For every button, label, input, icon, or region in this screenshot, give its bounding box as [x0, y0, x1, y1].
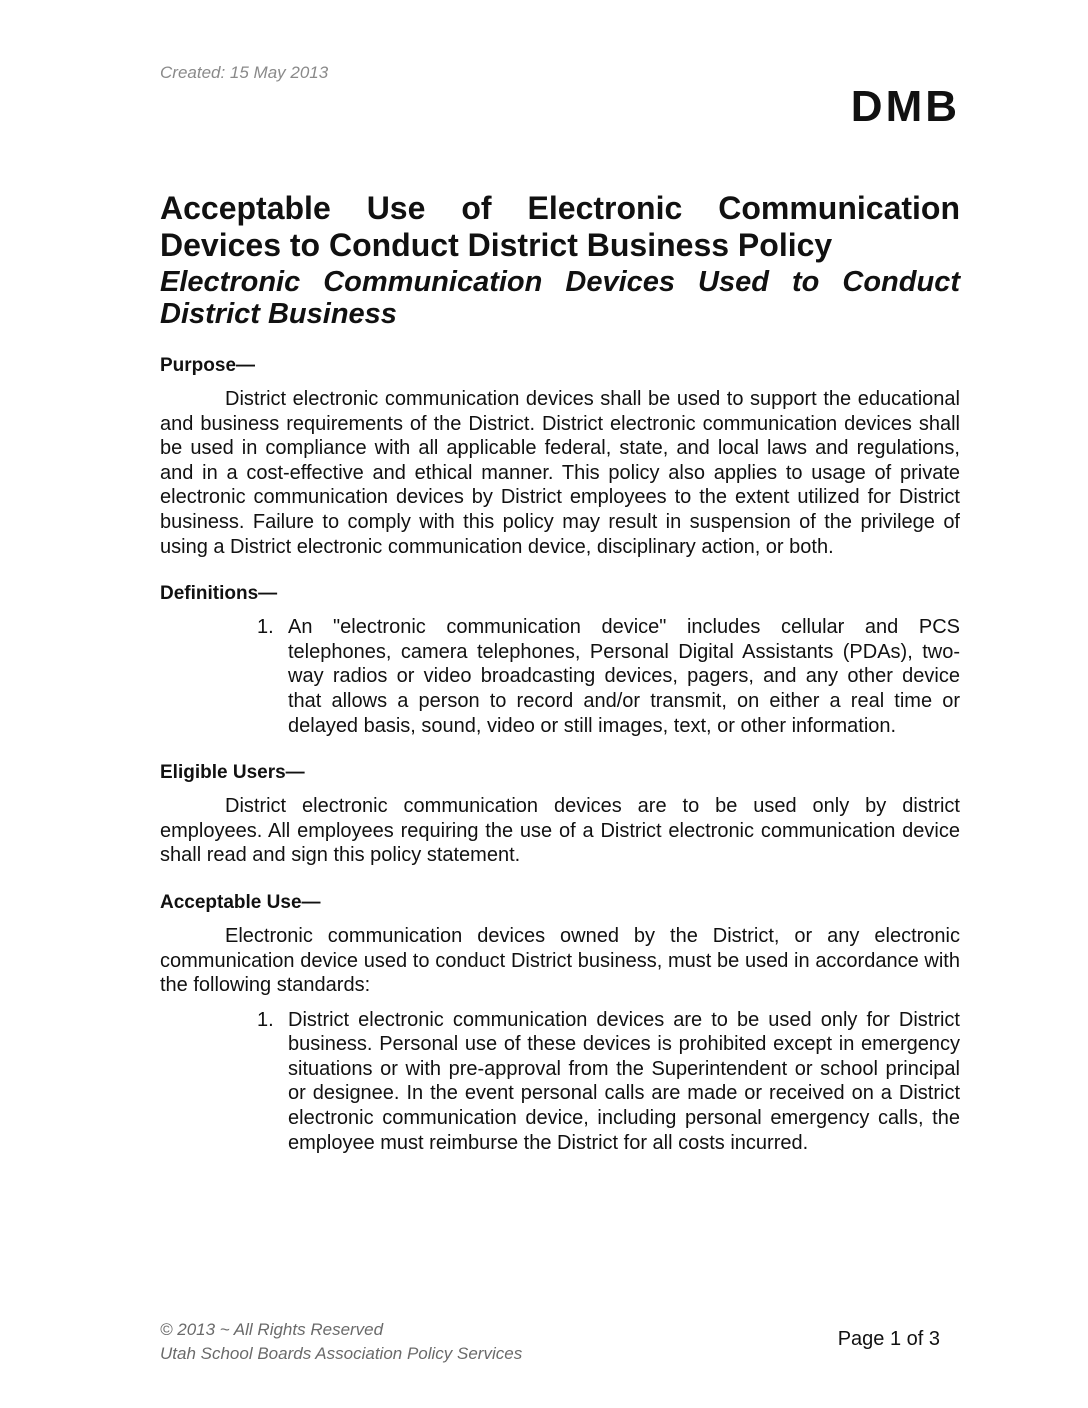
footer-credits — [160, 1318, 522, 1366]
publisher-name: Utah School Boards Association Policy Services — [160, 1344, 523, 1363]
list-item — [160, 615, 960, 738]
list-text: District electronic communication devices are to be used only for District business. Personal use of these devices is prohibited except in emergency situations or with pre-approval from the Superintendent or school principal or designee. In the event personal calls are made or received on a District electronic communication device, including personal emergency calls, the employee must reimburse the District for all costs incurred. — [288, 1008, 960, 1154]
created-date: Created: 15 May 2013 — [160, 63, 329, 82]
copyright-notice: © 2013 ~ All Rights Reserved — [160, 1320, 384, 1339]
section-eligible-users — [160, 762, 960, 868]
section-paragraph: Electronic communication devices owned by the District, or any electronic communication device used to conduct District business, must be used in accordance with the following standards: — [160, 924, 960, 997]
section-paragraph: District electronic communication devices are to be used only by district employees. All employees requiring the use of a District electronic communication device shall read and sign this policy statement. — [160, 795, 960, 867]
list-item — [160, 1008, 960, 1156]
policy-title: Acceptable Use of Electronic Communication Devices to Conduct District Business Policy — [160, 190, 960, 263]
page-number: Page 1 of 3 — [837, 1328, 940, 1350]
section-definitions — [160, 583, 960, 738]
section-heading: Purpose— — [160, 355, 256, 376]
list-text: An "electronic communication device" includes cellular and PCS telephones, camera telephones, Personal Digital Assistants (PDAs), two-way radios or video broadcasting devices, pagers, and any other device that allows a person to record and/or transmit, on either a real time or delayed basis, sound, video or still images, text, or other information. — [288, 616, 960, 737]
acceptable-use-list — [160, 1008, 960, 1156]
section-purpose — [160, 355, 960, 559]
policy-code: DMB — [850, 82, 960, 131]
section-heading: Definitions— — [160, 583, 278, 605]
section-acceptable-use — [160, 892, 960, 1155]
definitions-list — [160, 615, 960, 738]
section-paragraph: District electronic communication devices shall be used to support the educational and business requirements of the District. District electronic communication devices shall be used in compliance with all applicable federal, state, and local laws and regulations, and in a cost-effective and ethical manner. This policy also applies to usage of private electronic communication devices by District employees to the extent utilized for District business. Failure to comply with this policy may result in suspension of the privilege of using a District electronic communication device, disciplinary action, or both. — [160, 388, 960, 558]
list-number: 1. — [257, 616, 274, 639]
policy-subtitle: Electronic Communication Devices Used to Conduct District Business — [160, 266, 960, 330]
section-heading: Eligible Users— — [160, 762, 305, 784]
document-body — [160, 190, 960, 1155]
list-number: 1. — [257, 1008, 274, 1031]
section-heading: Acceptable Use— — [160, 891, 321, 913]
